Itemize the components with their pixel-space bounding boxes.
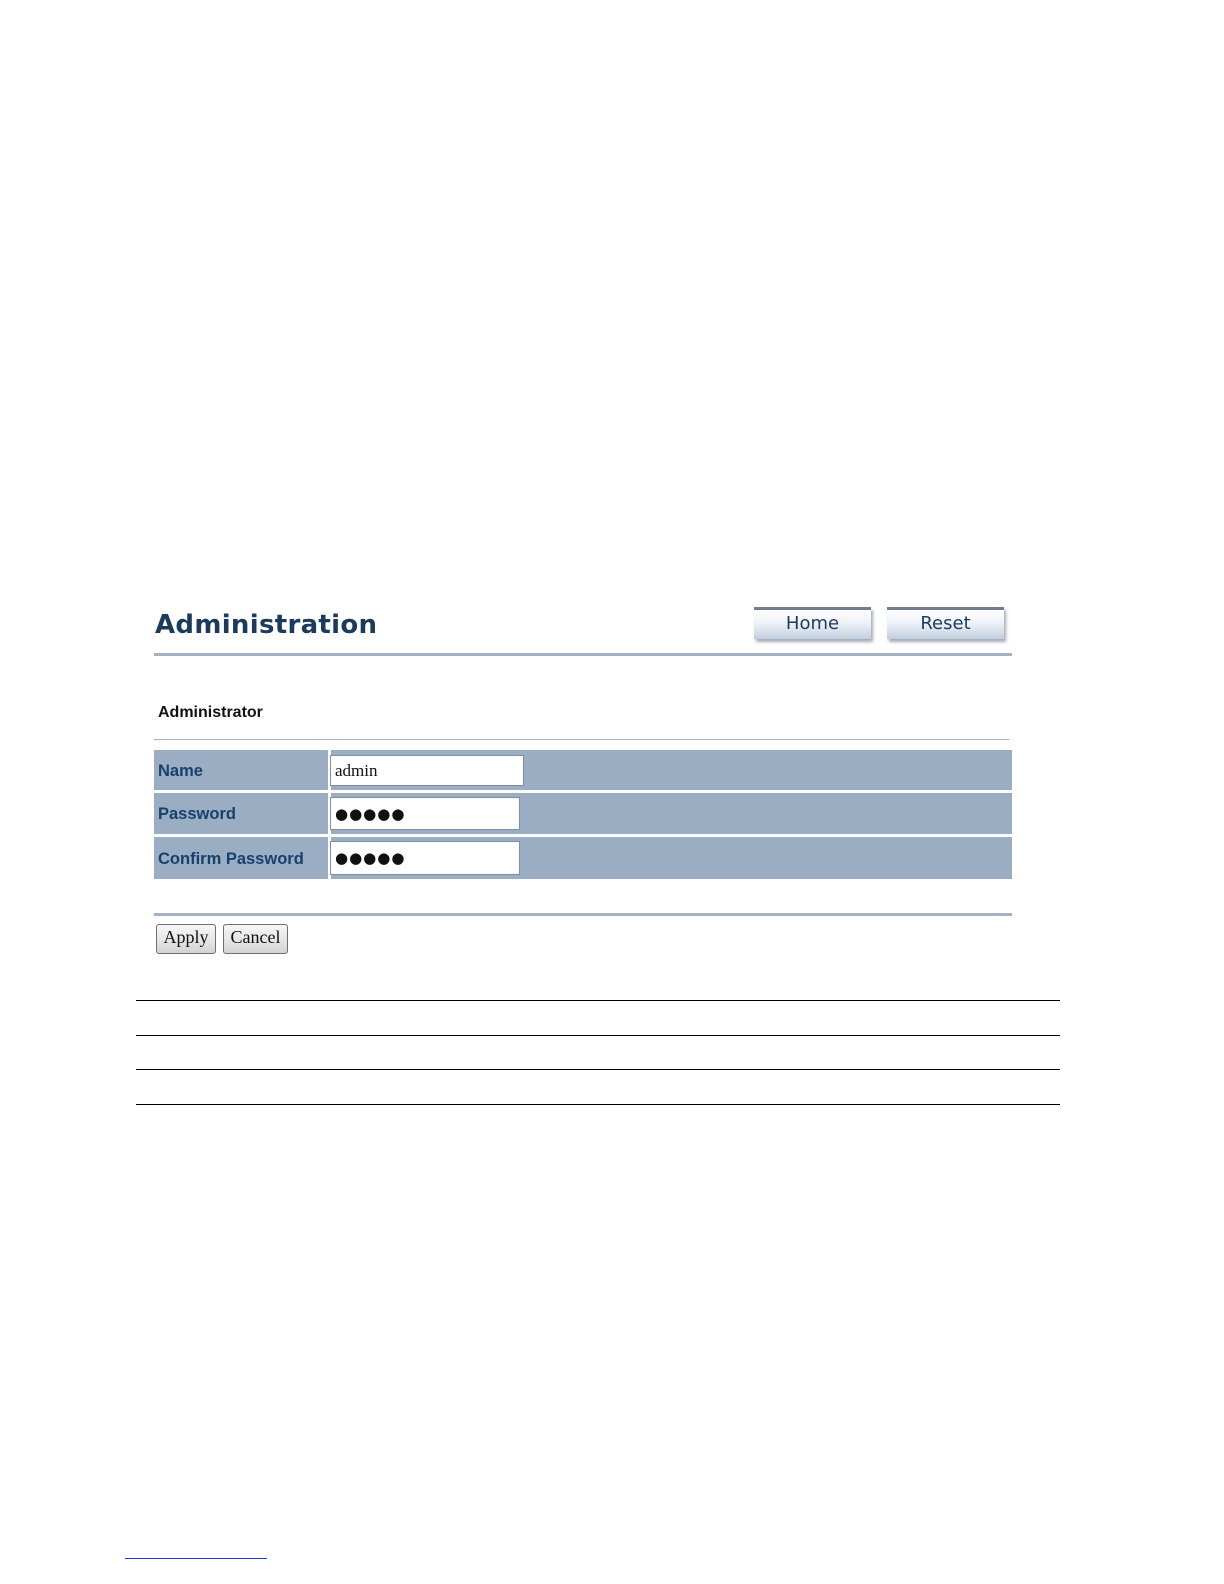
- form-row-name: [154, 750, 1012, 790]
- page-title: Administration: [155, 610, 378, 640]
- table-rule: [136, 1000, 1060, 1001]
- reset-button[interactable]: Reset: [887, 607, 1004, 639]
- table-rule: [136, 1104, 1060, 1105]
- table-rule: [136, 1069, 1060, 1070]
- name-input[interactable]: admin: [330, 755, 524, 786]
- confirm-password-label: Confirm Password: [154, 837, 331, 879]
- section-divider: [154, 739, 1009, 740]
- title-divider: [154, 653, 1012, 656]
- form-bottom-divider: [154, 913, 1012, 916]
- footnote-separator: [125, 1558, 267, 1559]
- section-title: Administrator: [158, 704, 263, 721]
- password-input[interactable]: ●●●●●: [330, 797, 520, 830]
- table-rule: [136, 1035, 1060, 1036]
- form-row-password: [154, 793, 1012, 834]
- apply-button[interactable]: Apply: [156, 924, 216, 954]
- confirm-password-input[interactable]: ●●●●●: [330, 841, 520, 875]
- home-button[interactable]: Home: [754, 607, 871, 639]
- name-label: Name: [154, 750, 331, 790]
- password-label: Password: [154, 793, 331, 834]
- cancel-button[interactable]: Cancel: [223, 924, 288, 954]
- form-row-confirm-password: [154, 837, 1012, 879]
